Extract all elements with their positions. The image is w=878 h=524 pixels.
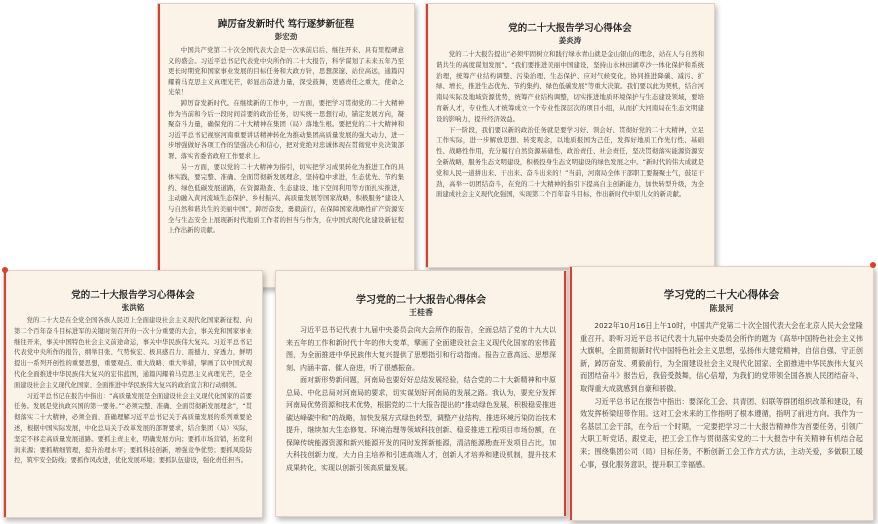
article-title: 党的二十大报告学习心得体会 <box>71 290 195 301</box>
card-right-accent <box>564 271 566 516</box>
article-title: 学习党的二十大报告心得体会 <box>356 295 486 306</box>
card-left-accent <box>570 267 572 520</box>
article-card-1 <box>157 3 415 288</box>
article-body <box>436 49 704 200</box>
article-paragraph: 面对新形势新问题，河南局也要好好总结发展经验，结合党的二十大新精神和中原总局、中化总局对河南局的要求，切实谋划好河南局的发展之路。我认为，要充分发挥河南局优势资源和技术优势，根据党的二十大报告提出的“推动绿色发展，积极稳妥推进碳达峰碳中和”的战略，加快发展方式绿色转型，调整产业结构，推进环境污染防治技术提升，继续加大生态修复、环境治理等领域科技创新、稳妥推进工程项目市场份额，在保障传统能源资源和新兴能源开发的同时发挥新能源，清洁能源勘查开发项目占比，加大科技创新力度，大力自主培养和引进高端人才，创新人才培养和建设机制，提升技术成果转化，实现以创新引领高质量发展。 <box>286 376 556 472</box>
article-title: 踔厉奋发新时代 笃行逐梦新征程 <box>217 19 355 30</box>
article-body <box>14 316 252 467</box>
article-body <box>168 45 404 236</box>
article-card-2 <box>425 3 715 268</box>
article-body <box>286 324 556 474</box>
article-paragraph: 党的二十大是在全党全国各族人民迈上全面建设社会主义现代化国家新征程、向第二个百年奋斗目标进军的关键时刻召开的一次十分重要的大会，事关党和国家事业继往开来，事关中国特色社会主义前途命运，事关中华民族伟大复兴。习近平总书记代表党中央所作的报告，纲举目张、气势恢宏、极具感召力、震撼力、穿透力，鲜明提出一系列开创性的重要思想，重要观点、重大战略、重大举措，擘画了以中国式现代化全面推进中华民族伟大复兴的宏伟蓝图，通篇闪耀着马克思主义真理光芒，是全面建设社会主义现代化国家、全面推进中华民族伟大复兴的政治宣言和行动纲领。 <box>14 317 252 389</box>
article-card-3 <box>3 270 263 518</box>
article-card-5 <box>569 266 874 521</box>
article-paragraph: 党的二十大报告提出“必须牢固树立和践行绿水青山就是金山银山的理念，站在人与自然和谐共生的高度谋划发展”。“我们要推进美丽中国建设，坚持山水林田湖草沙一体化保护和系统治理，统筹产业结构调整、污染治理、生态保护、应对气候变化，协同推进降碳、减污、扩绿、增长，推进生态优先、节约集约、绿色低碳发展”等重大决策。我们要以此为契机，结合河南局实际及地域资源优势，统筹产业结构调整，切实推进地质环境保护与生态建设领域，要培育新人才，专业性人才统筹成立一个专业性深层次的项目小组，从而扩大河南局在生态文明建设的影响力，提升经济效益。 <box>436 50 704 123</box>
article-paragraph: 习近平总书记在报告中指出：要深化工会、共青团、妇联等群团组织改革和建设，有效发挥桥梁纽带作用。这对工会未来的工作指明了根本遵循，指明了前进方向。我作为一名基层工会干部，在今后一个时期，一定要把学习二十大报告精神作为首要任务，引领广大职工听党话、跟党走，把工会工作与贯彻落实党的二十大报告中有关精神有机结合起来；围绕集团公司（局）目标任务，不断创新工会工作方式方法，主动关爱，多做职工暖心事，强化服务意识，提升职工幸福感。 <box>580 396 863 469</box>
article-paragraph: 下一阶段，我们要以新的政治任务就是要学习好、领会好、贯彻好党的二十大精神，立足工作实际，进一步解放思想、转变观念，以地质报国为己任，发挥好地质工作先行性、基础性、战略性作用，充分履行自然资源基础性、政治责任、社会责任，坚决贯彻落实能源资源安全新战略，服务生态文明建设，积极投身生态文明建设的绿色发展之中。“新时代的伟大成就是党和人民一道拼出来、干出来、奋斗出来的！”当前，河南局全体干部职工要凝聚士气，鼓足干劲，高举一切团结奋斗，在党的二十大精神的指引下提高自主创新能力，加快转型升级，为全面建成社会主义现代化强国，实现第二个百年奋斗目标、作出新时代中原儿女的新贡献。 <box>436 125 704 199</box>
article-paragraph: 另一方面，要以党的二十大精神为指引，切实把学习成果转化为推进工作的具体实践，要完整、准确、全面贯彻新发展理念，坚持稳中求进，生态优先、节约集约、绿色低碳发展道路，在资源勘查、生态建设、地下空间利用等方面扎实推进，主动融入黄河流域生态保护、乡村振兴、高质量发展等国家战略，积极服务“建设人与自然和谐共生的美丽中国”，踔厉奋发，勇毅前行，在保障国家战略性矿产资源安全与生态安全上展现新时代地质工作者的担当与作为，在中国式现代化建设新征程上作出新的贡献。 <box>168 162 404 235</box>
card-left-accent <box>158 4 160 287</box>
article-title: 学习党的二十大心得体会 <box>663 289 780 301</box>
article-paragraph: 习近平总书记代表十九届中央委员会向大会所作的报告，全面总结了党的十九大以来五年的工作和新时代十年的伟大变革，擘画了全面建设社会主义现代化国家的宏伟蓝图，为全面推进中华民族伟大复兴提供了思想指引和行动指南。报告立意高远、思想深刻、内涵丰富、催人奋进，听了很感振奋。 <box>286 326 556 372</box>
article-paragraph: 中国共产党第二十次全国代表大会是一次承前启后、继往开来、具有里程碑意义的盛会。习近平总书记代表党中央所作的二十大报告，科学谋划了未来五年乃至更长时期党和国家事业发展的目标任务和大政方针，思想深邃、站位高远，通篇闪耀着马克思主义真理光芒，彰显出奋进力量，深受鼓舞，更感责任之重大，使命之光荣！ <box>168 46 404 97</box>
card-left-accent <box>426 4 428 267</box>
article-card-4 <box>275 270 567 517</box>
article-paragraph: 习近平总书记在报告中指出：“高质量发展是全面建设社会主义现代化国家的首要任务。发展是党执政兴国的第一要务。”“必须完整、准确、全面贯彻新发展理念”，“贯彻落实二十大精神，必须全面、准确理解习近平总书记关于高质量发展的系列重要论述，根据中国实际发展，中化总局关于改革发展的部署要求，结合集团（局）实际，坚定不移走高质量发展道路。要抓主责主业，明确发展方向；要抓市场营销，拓宽利润来源；要抓精细管理，提升治理水平；要抓科技创新，增强竞争优势；要抓风险防控，筑牢安全防线；要抓作风改进，优化发展环境；要抓队伍建设，强化责任担当。 <box>14 392 252 465</box>
article-paragraph: 踔厉奋发新时代。在继续新的工作中，一方面，要把学习贯彻党的二十大精神作为当前和今后一段时间首要的政治任务，切实统一思想行动，锚定发展方向，凝聚奋斗力量，确保党的二十大精神在集团（局）落地生根。要把党的二十大精神和习近平总书记视察河南重要讲话精神转化为推动集团高质量发展的强大动力，进一步增强做好各项工作的坚强决心和信心，把对党绝对忠诚体现在贯彻党中央决策部署、落实省委省政府工作要求上。 <box>168 98 404 160</box>
article-author: 姜炎涛 <box>558 36 582 45</box>
article-author: 彭宏劲 <box>274 32 298 41</box>
corner-dot-decoration <box>2 267 8 273</box>
corner-dot-decoration <box>870 262 876 268</box>
card-left-accent <box>4 271 6 517</box>
article-author: 王桂香 <box>409 308 433 317</box>
article-paragraph: 2022年10月16日上午10时，中国共产党第二十次全国代表大会在北京人民大会堂隆重召开。聆听习近平总书记代表十九届中央委员会所作的题为《高举中国特色社会主义伟大旗帜，全面贯彻新时代中国特色社会主义思想，弘扬伟大建党精神，自信自强、守正创新，踔厉奋发、勇毅前行，为全面建设社会主义现代化国家、全面推进中华民族伟大复兴而团结奋斗》报告后，我倍受鼓舞，信心倍增，为我们的党带领全国各族人民团结奋斗、取得重大成就感到自豪和骄傲。 <box>580 321 863 393</box>
article-body <box>580 320 863 471</box>
article-title: 党的二十大报告学习心得体会 <box>508 23 632 34</box>
article-author: 陈景河 <box>709 304 734 313</box>
article-author: 张洪铭 <box>121 303 145 312</box>
